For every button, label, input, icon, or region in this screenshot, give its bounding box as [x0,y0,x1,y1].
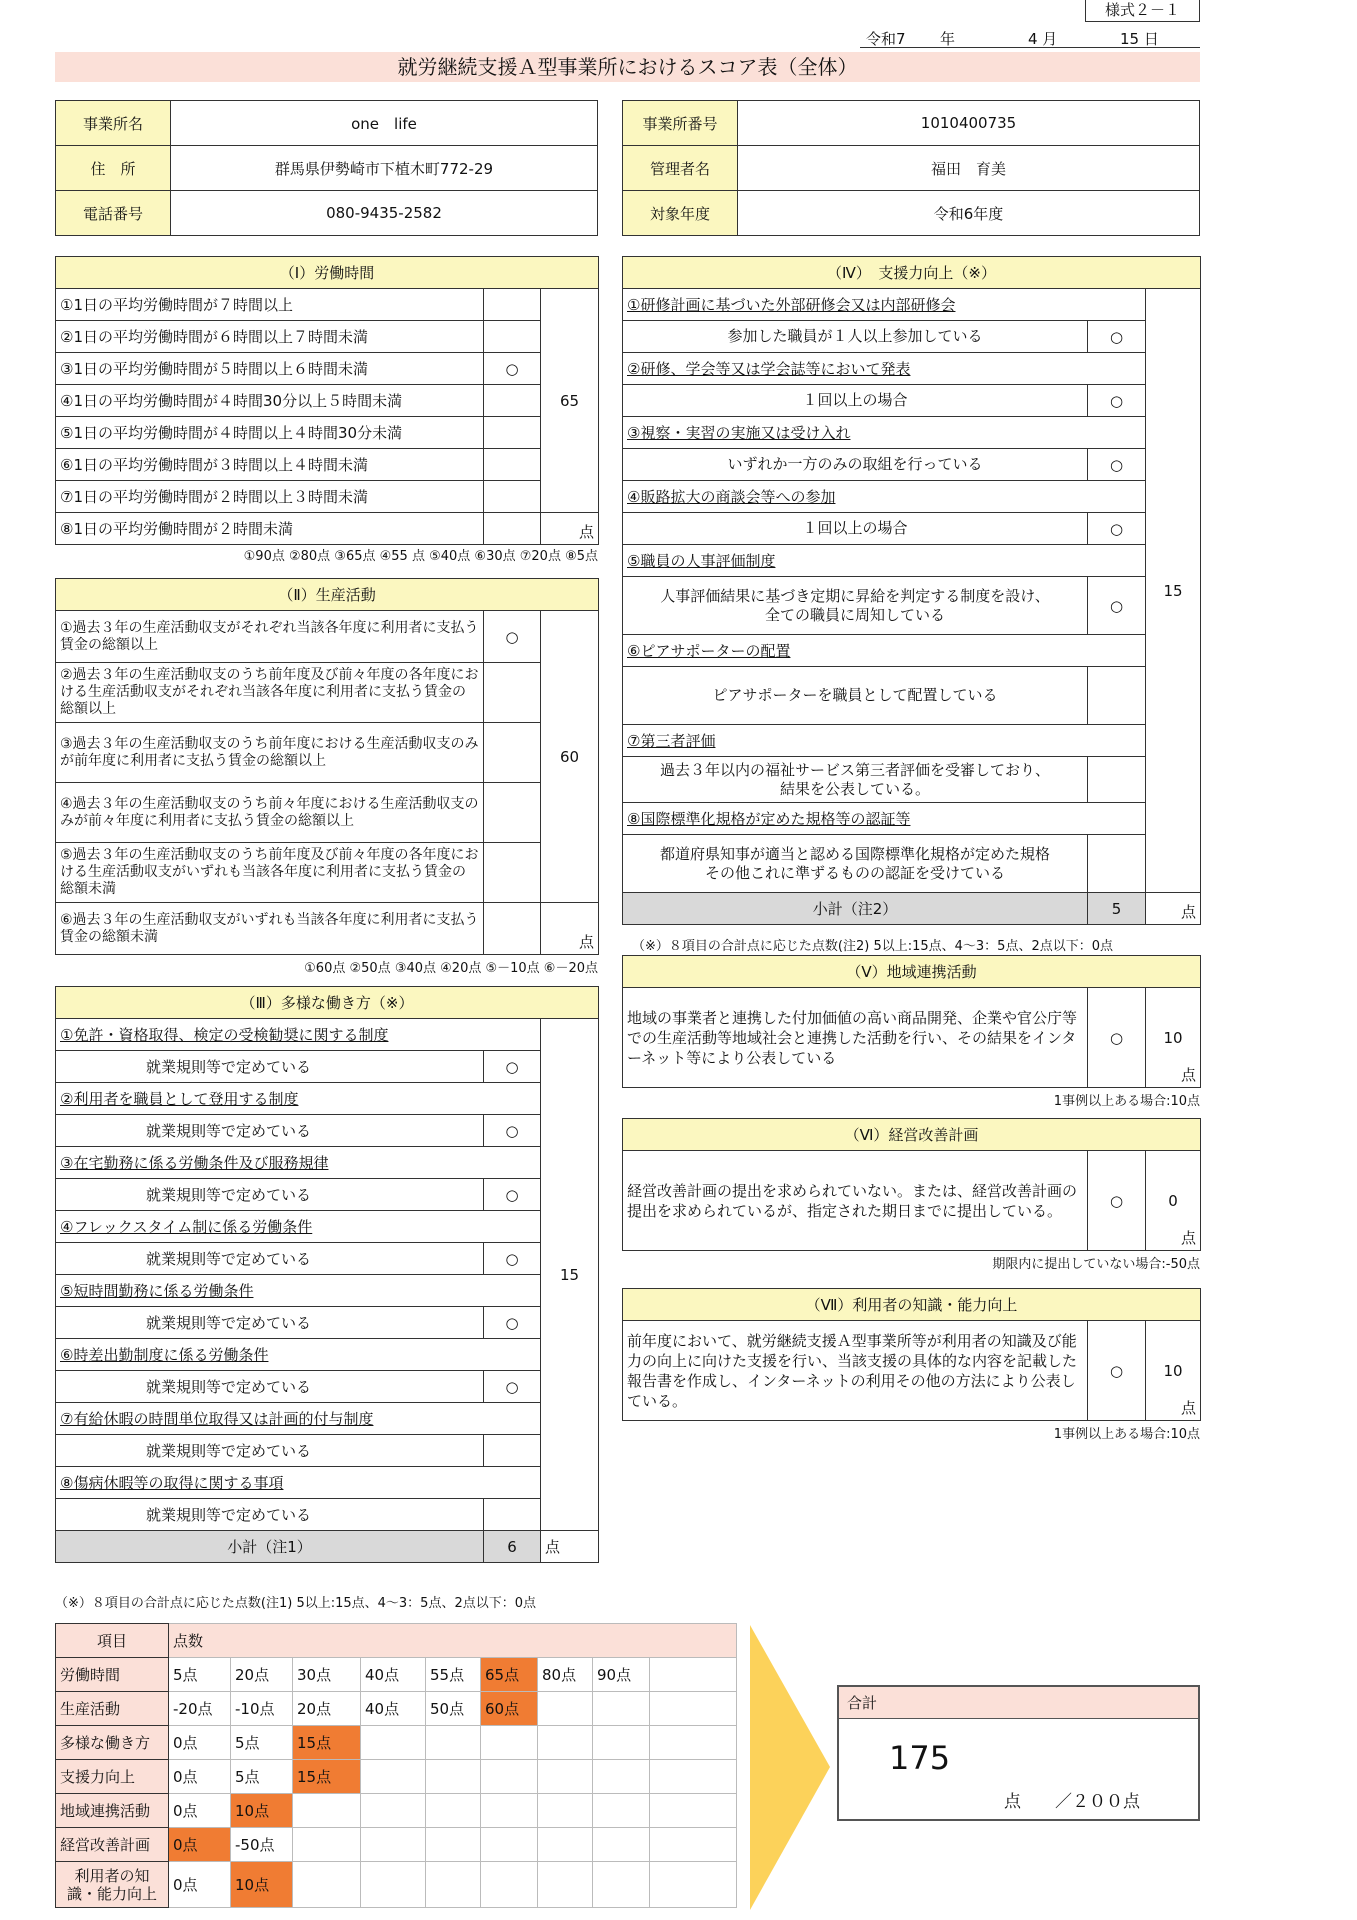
labor-item: ⑤1日の平均労働時間が４時間以上４時間30分未満 [56,417,484,449]
check-mark [484,1435,541,1467]
score-cell [593,1726,650,1760]
score-cell [293,1794,361,1828]
score-cell: 0点 [169,1828,231,1862]
work-style-condition: 就業規則等で定めている [56,1371,484,1403]
sec6-description: 経営改善計画の提出を求められていない。または、経営改善計画の提出を求められているが、指定された期日までに提出している。 [623,1151,1088,1251]
section-3-unit: 点 [541,1531,599,1563]
sec5-score-value: 10 [1163,1028,1183,1047]
check-mark [484,385,541,417]
score-col-points: 点数 [169,1624,737,1658]
score-cell: 10点 [231,1862,293,1908]
score-cell [593,1794,650,1828]
section-3-score: 15 [541,1019,599,1531]
section-4-subtotal-label: 小計（注2） [623,893,1088,925]
score-cell: 20点 [293,1692,361,1726]
section-4-unit: 点 [1146,893,1201,925]
section-3-title: （Ⅲ）多様な働き方（※） [56,987,599,1019]
score-cell [650,1658,737,1692]
production-item: ①過去３年の生産活動収支がそれぞれ当該各年度に利用者に支払う賃金の総額以上 [56,611,484,663]
score-cell [650,1862,737,1908]
sec7-unit: 点 [1181,1399,1197,1417]
info-value: 群馬県伊勢崎市下植木町772-29 [171,146,598,191]
score-cell [650,1692,737,1726]
support-condition: 参加した職員が１人以上参加している [623,321,1088,353]
labor-item: ③1日の平均労働時間が５時間以上６時間未満 [56,353,484,385]
score-cell: 0点 [169,1794,231,1828]
total-label: 合計 [839,1687,1198,1719]
score-cell [538,1692,593,1726]
info-table-left [55,100,598,236]
score-cell: 65点 [481,1658,538,1692]
date-year-unit: 年 [940,30,956,48]
info-table-right [622,100,1200,236]
info-label: 事業所名 [56,101,171,146]
sec6-score-value: 0 [1168,1191,1178,1210]
check-mark: ○ [1088,513,1146,545]
section-3-table [55,986,599,1563]
section-2-unit: 点 [541,903,599,955]
section-4-table [622,256,1201,925]
score-cell [481,1828,538,1862]
sec7-score [1146,1321,1201,1421]
score-cell: 80点 [538,1658,593,1692]
check-mark: ○ [1088,577,1146,635]
production-item: ⑥過去３年の生産活動収支がいずれも当該各年度に利用者に支払う賃金の総額未満 [56,903,484,955]
check-mark: ○ [484,1243,541,1275]
score-col-item: 項目 [56,1624,169,1658]
score-row-label: 経営改善計画 [56,1828,169,1862]
sec5-description: 地域の事業者と連携した付加価値の高い商品開発、企業や官公庁等での生産活動等地域社会と連携した活動を行い、その結果をインターネット等により公表している [623,988,1088,1088]
total-unit: 点 ／２００点 [1004,1792,1140,1812]
sec7-score-value: 10 [1163,1361,1183,1380]
section-4-score: 15 [1146,289,1201,893]
score-cell [538,1828,593,1862]
support-heading: ⑧国際標準化規格が定めた規格等の認証等 [623,803,1146,835]
score-cell [481,1760,538,1794]
arrow-shape [750,1625,830,1910]
score-cell: 60点 [481,1692,538,1726]
check-mark: ○ [1088,321,1146,353]
section-1-unit: 点 [541,513,599,545]
sec7-title: （Ⅶ）利用者の知識・能力向上 [623,1289,1201,1321]
support-heading: ②研修、学会等又は学会誌等において発表 [623,353,1146,385]
date-era: 令和7 [866,30,906,48]
check-mark [484,321,541,353]
score-row-label: 利用者の知識・能力向上 [56,1862,169,1908]
sec5-unit: 点 [1180,1066,1196,1084]
check-mark [484,663,541,723]
page-title: 就労継続支援Ａ型事業所におけるスコア表（全体） [55,52,1200,82]
date-day: 15 日 [1120,30,1159,48]
score-cell [293,1828,361,1862]
check-mark [1088,835,1146,893]
labor-item: ⑥1日の平均労働時間が３時間以上４時間未満 [56,449,484,481]
sec6-score [1146,1151,1201,1251]
check-mark: ○ [484,1179,541,1211]
info-value: 福田 育美 [738,146,1200,191]
support-condition: ピアサポーターを職員として配置している [623,667,1088,725]
info-value: one life [171,101,598,146]
score-cell [538,1794,593,1828]
work-style-condition: 就業規則等で定めている [56,1307,484,1339]
date-month: 4 月 [1028,30,1058,48]
section-1-title: （Ⅰ）労働時間 [56,257,599,289]
labor-item: ①1日の平均労働時間が７時間以上 [56,289,484,321]
score-cell [538,1726,593,1760]
score-cell [426,1828,481,1862]
date-row [860,26,1200,48]
check-mark [484,783,541,843]
check-mark: ○ [484,1115,541,1147]
section-2-score: 60 [541,611,599,903]
score-cell [361,1760,426,1794]
score-cell [650,1828,737,1862]
score-cell: 20点 [231,1658,293,1692]
section-3-subtotal-label: 小計（注1） [56,1531,484,1563]
work-style-condition: 就業規則等で定めている [56,1499,484,1531]
check-mark [484,417,541,449]
work-style-heading: ③在宅勤務に係る労働条件及び服務規律 [56,1147,541,1179]
score-cell: 30点 [293,1658,361,1692]
sec7-note: 1事例以上ある場合:10点 [1053,1427,1200,1442]
labor-item: ②1日の平均労働時間が６時間以上７時間未満 [56,321,484,353]
check-mark [484,449,541,481]
support-heading: ③視察・実習の実施又は受け入れ [623,417,1146,449]
section-4-subtotal: 5 [1088,893,1146,925]
score-cell: 55点 [426,1658,481,1692]
score-cell [538,1760,593,1794]
info-label: 対象年度 [623,191,738,236]
work-style-heading: ⑤短時間勤務に係る労働条件 [56,1275,541,1307]
score-cell: 5点 [231,1760,293,1794]
section-1-score: 65 [541,289,599,513]
work-style-condition: 就業規則等で定めている [56,1435,484,1467]
production-item: ④過去３年の生産活動収支のうち前々年度における生産活動収支のみが前々年度に利用者に支払う賃金の総額以上 [56,783,484,843]
sec5-score [1146,988,1201,1088]
support-condition: いずれか一方のみの取組を行っている [623,449,1088,481]
score-cell: -20点 [169,1692,231,1726]
section-2-note: ①60点 ②50点 ③40点 ④20点 ⑤－10点 ⑥－20点 [304,961,598,976]
info-value: 080-9435-2582 [171,191,598,236]
sec5-table [622,955,1201,1088]
production-item: ②過去３年の生産活動収支のうち前年度及び前々年度の各年度における生産活動収支がそれぞれ当該各年度に利用者に支払う賃金の総額以上 [56,663,484,723]
sec6-note: 期限内に提出していない場合:-50点 [992,1257,1200,1272]
work-style-heading: ②利用者を職員として登用する制度 [56,1083,541,1115]
support-heading: ⑦第三者評価 [623,725,1146,757]
info-value: 1010400735 [738,101,1200,146]
check-mark: ○ [1088,385,1146,417]
support-condition: 人事評価結果に基づき定期に昇給を判定する制度を設け、全ての職員に周知している [623,577,1088,635]
score-row-label: 生産活動 [56,1692,169,1726]
check-mark [1088,757,1146,803]
support-heading: ⑥ピアサポーターの配置 [623,635,1146,667]
score-cell [426,1760,481,1794]
check-mark: ○ [1088,1151,1146,1251]
check-mark [484,289,541,321]
score-cell: 15点 [293,1726,361,1760]
check-mark: ○ [484,1051,541,1083]
score-cell [593,1828,650,1862]
score-cell: 40点 [361,1658,426,1692]
sec7-table [622,1288,1201,1421]
score-cell: 40点 [361,1692,426,1726]
support-condition: 過去３年以内の福祉サービス第三者評価を受審しており、結果を公表している。 [623,757,1088,803]
work-style-heading: ①免許・資格取得、検定の受検勧奨に関する制度 [56,1019,541,1051]
score-cell: 10点 [231,1794,293,1828]
sec5-title: （Ⅴ）地域連携活動 [623,956,1201,988]
info-label: 電話番号 [56,191,171,236]
support-heading: ①研修計画に基づいた外部研修会又は内部研修会 [623,289,1146,321]
labor-item: ④1日の平均労働時間が４時間30分以上５時間未満 [56,385,484,417]
work-style-condition: 就業規則等で定めている [56,1115,484,1147]
section-4-title: （Ⅳ） 支援力向上（※） [623,257,1201,289]
section-1-table [55,256,599,545]
score-cell [481,1794,538,1828]
score-cell [293,1862,361,1908]
sec6-title: （Ⅵ）経営改善計画 [623,1119,1201,1151]
total-box [837,1685,1200,1821]
production-item: ⑤過去３年の生産活動収支のうち前年度及び前々年度の各年度における生産活動収支がいずれも当該各年度に利用者に支払う賃金の総額未満 [56,843,484,903]
score-cell [593,1760,650,1794]
score-cell [361,1794,426,1828]
check-mark: ○ [484,1307,541,1339]
info-label: 管理者名 [623,146,738,191]
score-cell [650,1794,737,1828]
check-mark: ○ [1088,988,1146,1088]
check-mark: ○ [1088,449,1146,481]
sec6-table [622,1118,1201,1251]
info-label: 事業所番号 [623,101,738,146]
score-cell: 5点 [169,1658,231,1692]
support-heading: ⑤職員の人事評価制度 [623,545,1146,577]
sec6-unit: 点 [1181,1229,1197,1247]
score-cell [593,1692,650,1726]
check-mark: ○ [1088,1321,1146,1421]
work-style-condition: 就業規則等で定めている [56,1179,484,1211]
check-mark [484,1499,541,1531]
work-style-condition: 就業規則等で定めている [56,1243,484,1275]
form-number: 様式２－１ [1085,0,1200,22]
score-cell: -50点 [231,1828,293,1862]
score-cell: 50点 [426,1692,481,1726]
score-cell: 90点 [593,1658,650,1692]
check-mark [1088,667,1146,725]
section-4-note: （※）８項目の合計点に応じた点数(注2) 5以上:15点、4～3：5点、2点以下：0点 [632,939,1113,954]
check-mark: ○ [484,1371,541,1403]
check-mark [484,723,541,783]
score-cell: 0点 [169,1862,231,1908]
score-cell [426,1862,481,1908]
section-3-subtotal: 6 [484,1531,541,1563]
work-style-heading: ⑦有給休暇の時間単位取得又は計画的付与制度 [56,1403,541,1435]
score-cell [481,1726,538,1760]
info-label: 住 所 [56,146,171,191]
section-1-note: ①90点 ②80点 ③65点 ④55 点 ⑤40点 ⑥30点 ⑦20点 ⑧5点 [243,549,598,564]
score-cell: 15点 [293,1760,361,1794]
score-cell: 0点 [169,1760,231,1794]
work-style-condition: 就業規則等で定めている [56,1051,484,1083]
check-mark [484,513,541,545]
info-value: 令和6年度 [738,191,1200,236]
score-cell [426,1794,481,1828]
score-row-label: 支援力向上 [56,1760,169,1794]
support-condition: 都道府県知事が適当と認める国際標準化規格が定めた規格その他これに準ずるものの認証を受けている [623,835,1088,893]
support-heading: ④販路拡大の商談会等への参加 [623,481,1146,513]
work-style-heading: ⑧傷病休暇等の取得に関する事項 [56,1467,541,1499]
score-row-label: 地域連携活動 [56,1794,169,1828]
section-2-title: （Ⅱ）生産活動 [56,579,599,611]
check-mark [484,903,541,955]
score-row-label: 労働時間 [56,1658,169,1692]
score-cell [650,1760,737,1794]
support-condition: １回以上の場合 [623,513,1088,545]
score-cell: -10点 [231,1692,293,1726]
section-3-note: （※）８項目の合計点に応じた点数(注1) 5以上:15点、4～3：5点、2点以下：0点 [55,1596,536,1611]
score-cell [538,1862,593,1908]
labor-item: ⑧1日の平均労働時間が２時間未満 [56,513,484,545]
score-cell [361,1726,426,1760]
check-mark: ○ [484,611,541,663]
check-mark: ○ [484,353,541,385]
section-2-table [55,578,599,955]
work-style-heading: ⑥時差出勤制度に係る労働条件 [56,1339,541,1371]
total-value: 175 [889,1739,951,1777]
score-cell [593,1862,650,1908]
score-cell [426,1726,481,1760]
production-item: ③過去３年の生産活動収支のうち前年度における生産活動収支のみが前年度に利用者に支払う賃金の総額以上 [56,723,484,783]
score-cell [481,1862,538,1908]
score-cell: 0点 [169,1726,231,1760]
sec5-note: 1事例以上ある場合:10点 [1053,1094,1200,1109]
score-cell [650,1726,737,1760]
score-cell: 5点 [231,1726,293,1760]
score-row-label: 多様な働き方 [56,1726,169,1760]
score-summary-table [55,1623,737,1908]
check-mark [484,481,541,513]
check-mark [484,843,541,903]
sec7-description: 前年度において、就労継続支援Ａ型事業所等が利用者の知識及び能力の向上に向けた支援を行い、当該支援の具体的な内容を記載した報告書を作成し、インターネットの利用その他の方法により公表している。 [623,1321,1088,1421]
score-cell [361,1828,426,1862]
score-cell [361,1862,426,1908]
support-condition: １回以上の場合 [623,385,1088,417]
work-style-heading: ④フレックスタイム制に係る労働条件 [56,1211,541,1243]
labor-item: ⑦1日の平均労働時間が２時間以上３時間未満 [56,481,484,513]
